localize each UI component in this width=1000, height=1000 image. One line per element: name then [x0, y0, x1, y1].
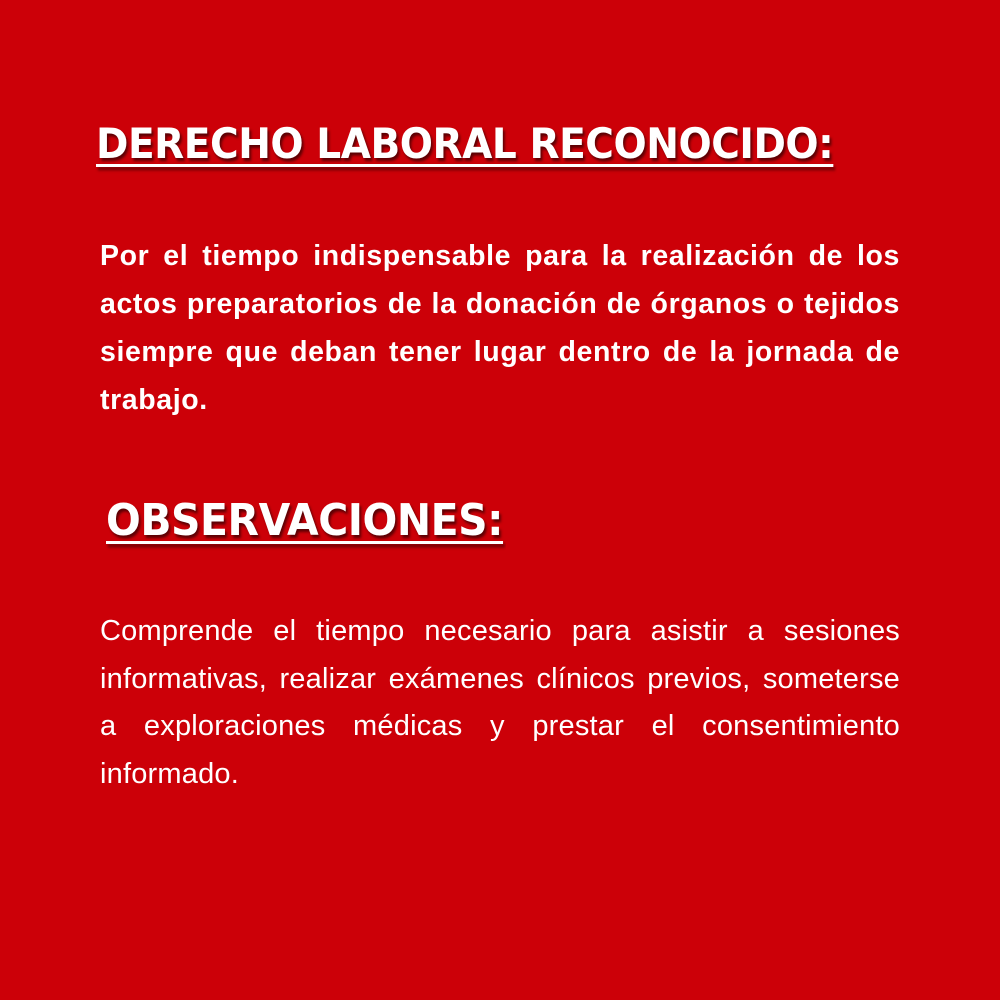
section-body-derecho-laboral: Por el tiempo indispensable para la realización de los actos preparatorios de la donación de órganos o tejidos siempre que deban tener lugar dentro de la jornada de trabajo.: [100, 240, 900, 416]
section-body-observaciones: Comprende el tiempo necesario para asistir a sesiones informativas, realizar exámenes clínicos previos, someterse a exploraciones médicas y prestar el consentimiento informado.: [100, 615, 900, 790]
section-heading-derecho-laboral: DERECHO LABORAL RECONOCIDO:: [96, 119, 834, 168]
section-heading-observaciones: OBSERVACIONES:: [106, 495, 504, 546]
